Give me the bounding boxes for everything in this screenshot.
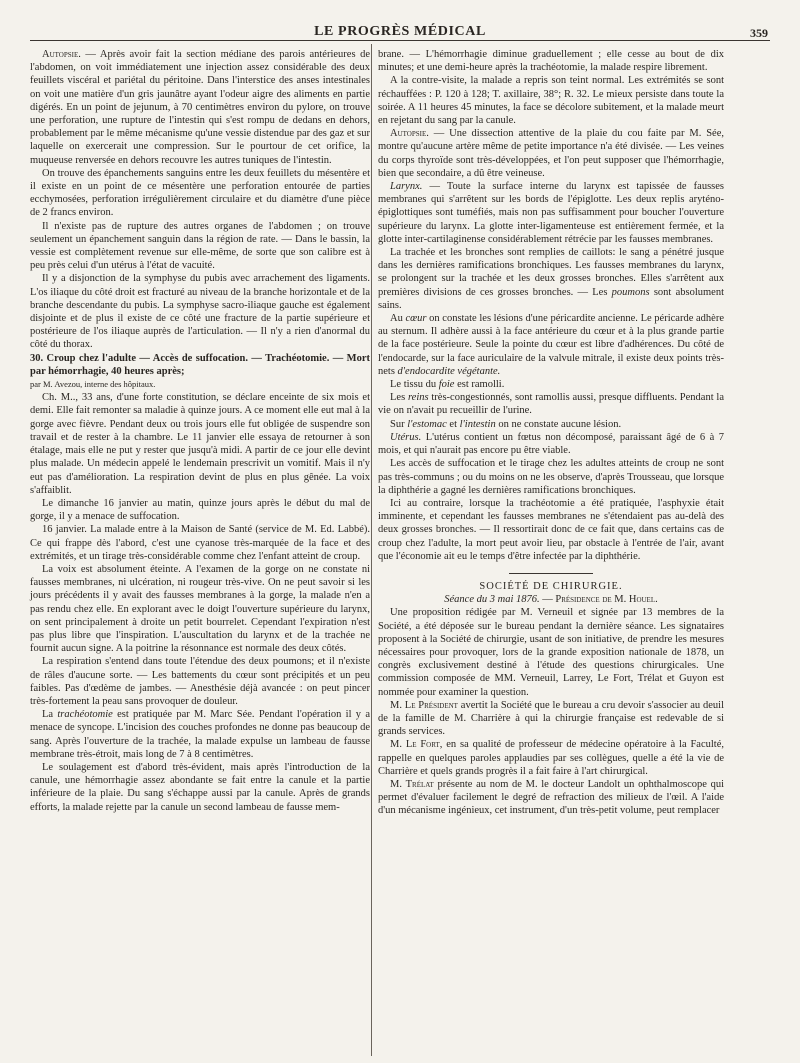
journal-title: LE PROGRÈS MÉDICAL <box>314 24 486 39</box>
paragraph: On trouve des épanchements sanguins entre les deux feuillets du mésentère et il existe en un point de ce mésentère une perforation entourée de parties ecchymosées, perforation irrégulièrement circulaire et du diamètre d'une pièce de 2 francs environ. <box>30 167 370 219</box>
paragraph: Il n'existe pas de rupture des autres organes de l'abdomen ; on trouve seulement un épanchement sanguin dans la région de rate. — Dans le bassin, la vessie est complètement revenue sur elle-même, de sorte que son calibre est à peu près celui d'un utérus à l'état de vacuité. <box>30 220 370 272</box>
case-author: par M. Avezou, interne des hôpitaux. <box>30 379 156 390</box>
emphasis: foie <box>438 379 455 391</box>
paragraph-text: — Toute la surface interne du larynx est tapissée de fausses membranes qui s'arrêtent sur les bords de l'épiglotte. Les deux replis aryténo-épiglottiques sont tuméfiés, mais non pas suffisamment pour boucher l'ouverture supérieure du larynx. La glotte inter-ligamenteuse est entièrement fermée, et la glotte inter-cartilaginense considérablement rétrécie par les fausses membranes. <box>378 181 724 245</box>
speaker-name: Le Président <box>404 699 458 711</box>
paragraph: Une proposition rédigée par M. Verneuil et signée par 13 membres de la Société, a été déposée sur le bureau pendant la dernière séance. Les signataires proposent à la Société de chirurgie, usant de son initiative, de prendre les mesures nécessaires pour provoquer, lors de la grande exposition nationale de 1878, un congrès exclusivement destiné à l'étude des questions chirurgicales. Une commission composée de MM. Verneuil, Larrey, Le Fort, Trélat et Guyon est nommée pour examiner la question. <box>378 607 724 698</box>
section-label: Autopsie. <box>42 49 81 60</box>
text-fragment: , en sa qualité de professeur de médecine opératoire à la Faculté, rappelle en quelques paroles applaudies par ses collègues, quelle a été la vie de Charrière et quels grands progrès il a fait faire à l'art chirurgical. <box>378 739 724 777</box>
section-label: Larynx. <box>390 181 423 193</box>
paragraph: Il y a disjonction de la symphyse du pubis avec arrachement des ligaments. L'os iliaque du côté droit est fracturé au niveau de la branche horizontale et de la branche descendante du pubis. La symphyse sacro-iliaque gauche est également disjointe et de plus il existe de ce côté une fracture de la partie supérieure et postérieure de l'os iliaque auprès de l'articulation. — Il n'y a rien d'anormal du côté du thorax. <box>30 273 370 351</box>
paragraph <box>378 778 724 818</box>
session-date: Séance du 3 mai 1876. <box>444 594 540 606</box>
paragraph <box>378 431 724 457</box>
paragraph <box>378 418 724 431</box>
text-fragment: très-congestionnés, sont ramollis aussi, presque diffluents. Pendant la vie on n'avait pu recueillir de l'urine. <box>378 392 725 417</box>
text-fragment: sont absolument sains. <box>378 286 724 311</box>
emphasis: reins <box>407 392 429 404</box>
text-fragment: La trachée et les bronches sont remplies de caillots: le sang a pénétré jusque dans les dernières ramifications bronchiques. Les fausses membranes du larynx, se prolongent sur la trachée et les deux grosses bronches. Elles s'arrêtent aux premières divisions de ces grosses bronches. — Les <box>378 247 724 298</box>
text-fragment: on constate les lésions d'une péricardite ancienne. Le péricarde adhère au sternum. Il adhère aussi à la face antérieure du cœur et à la plus grande partie de la face postérieure. Seule la pointe du cœur est libre d'adhérences. Du côté de l'endocarde, sur la face auriculaire de la valvule mitrale, il existe deux points très-nets <box>378 313 724 377</box>
paragraph <box>378 180 724 246</box>
paragraph-text: — Une dissection attentive de la plaie du cou faite par M. Sée, montre qu'aucune artère même de petite importance n'a été divisée. — Les veines du corps thyroïde sont très-développées, et l'on peut supposer que l'hémorrhagie, bien que secondaire, a dû être veineuse. <box>378 128 724 179</box>
paragraph-text: — Après avoir fait la section médiane des parois antérieures de l'abdomen, on voit immédiatement une injection assez considérable des deux feuillets viscéral et pariétal du péritoine. Dans l'interstice des anses intestinales on voit une matière d'un gris jaunâtre ayant l'odeur aigre des aliments en partie digérés. En un point de jejunum, à 70 centimètres environ du pylore, on trouve une perforation, une rupture de l'intestin qui s'est rompu de dedans en dehors, probablement par le même mécanisme qu'une vessie distendue par des gaz et sur laquelle on exercerait une compression. Sur le pourtour de cet orifice, la muqueuse renversée en dehors recouvre les autres tuniques de l'intestin. <box>30 49 370 166</box>
paragraph: Ch. M.., 33 ans, d'une forte constitution, se déclare enceinte de six mois et demi. Elle fait remonter sa maladie à quinze jours. A ce moment elle eut mal à la gorge avec fièvre. Pendant deux ou trois jours elle fut obligée de suspendre son travail et de rester à la chambre. Le 11 janvier elle essaya de retourner à son étalage, mais elle ne put y rester que jusqu'à midi. A partir de ce jour elle devint plus malade. Un médecin appelé le lendemain prescrivit un vomitif. Mais il n'y eut pas d'amélioration. La respiration devint de plus en plus gênée. La voix s'affaiblit. <box>30 392 370 496</box>
paragraph <box>378 391 724 417</box>
emphasis: cœur <box>405 313 427 325</box>
section-label: Autopsie. <box>390 128 429 140</box>
text-fragment: on ne constate aucune lésion. <box>495 418 622 430</box>
emphasis: d'endocardite végétante. <box>397 365 501 377</box>
text-fragment: est pratiquée par M. Marc Sée. Pendant l'opération il y a menace de syncope. L'incision des couches profondes ne donne pas beaucoup de sang. Après l'ouverture de la trachée, la malade expulse un lambeau de fausse membrane très-étroit, mais long de 7 à 8 centimètres. <box>30 709 370 760</box>
text-fragment: avertit la Société que le bureau a cru devoir s'associer au deuil de la famille de M. Charrière à qui la chirurgie française est redevable de si grands services. <box>378 699 724 738</box>
running-header <box>30 14 770 41</box>
section-separator <box>509 573 593 574</box>
emphasis: Utérus. <box>390 431 422 443</box>
session-president: — Présidence de M. Houel. <box>539 594 658 606</box>
text-fragment: M. <box>390 699 405 711</box>
speaker-name: Trélat <box>405 778 434 790</box>
paragraph: 16 janvier. La malade entre à la Maison de Santé (service de M. Ed. Labbé). Ce qui frappe dès l'abord, c'est une cyanose très-marquée de la face et des extrémités, et un tirage très-considérable comme chez l'enfant atteint de croup. <box>30 524 370 562</box>
emphasis: l'intestin <box>459 418 496 430</box>
paragraph: A la contre-visite, la malade a repris son teint normal. Les extrémités se sont réchauffées : P. 120 à 128; T. axillaire, 38°; R. 32. Le mieux persiste dans toute la soirée. A 11 heures 45 minutes, la face se décolore subitement, et la malade meurt en rejetant du sang par la canule. <box>378 75 724 127</box>
text-fragment: M. <box>390 778 406 790</box>
text-fragment: L'utérus contient un fœtus non décomposé, paraissant âgé de 6 à 7 mois, et qui n'aurait pas encore pu être viable. <box>378 431 724 457</box>
paragraph: brane. — L'hémorrhagie diminue graduellement ; elle cesse au bout de dix minutes; et une demi-heure après la trachéotomie, la malade respire librement. <box>378 49 724 74</box>
paragraph <box>378 127 724 180</box>
right-column <box>378 48 724 818</box>
emphasis: trachéotomie <box>57 709 113 721</box>
section-heading: SOCIÉTÉ DE CHIRURGIE. <box>479 580 623 592</box>
paragraph: Les accès de suffocation et le tirage chez les adultes atteints de croup ne sont pas très-communs ; ou du moins on ne les observe, d'après Trousseau, que lorsque la diphthérie a gagné les dernières ramifications bronchiques. <box>378 458 724 496</box>
paragraph: Le soulagement est d'abord très-évident, mais après l'introduction de la canule, une hémorrhagie assez abondante se fait entre la canule et la partie inférieure de la plaie. Du sang s'échappe aussi par la canule. Après de grands efforts, la malade rejette par la canule un second lambeau de fausse mem- <box>30 761 370 813</box>
left-column <box>30 48 370 814</box>
emphasis: poumons <box>611 286 650 298</box>
page-number: 359 <box>750 26 768 40</box>
text-fragment: Les <box>390 392 408 404</box>
text-fragment: Au <box>390 313 406 325</box>
text-fragment: présente au nom de M. le docteur Landolt un ophthalmoscope qui permet d'évaluer facilement le degré de refraction des milieux de l'œil. A l'aide d'un mécanisme ingénieux, cet instrument, d'un très-petit volume, peut remplacer <box>378 778 724 817</box>
paragraph <box>378 378 724 391</box>
speaker-name: Le Fort <box>405 739 440 751</box>
text-fragment: et <box>446 418 460 430</box>
emphasis: l'estomac <box>407 418 447 430</box>
text-fragment: est ramolli. <box>454 379 505 391</box>
paragraph <box>378 699 724 739</box>
paragraph: La voix est absolument éteinte. A l'examen de la gorge on ne constate ni fausses membranes, ni ulcération, ni rougeur très-vive. On ne peut savoir si les jours précédents il y avait des fausses membranes à la gorge, la malade n'en a pas rendu chez elle. En explorant avec le doigt l'ouverture supérieure du larynx, on sent principalement à droite un petit bourrelet. Cependant l'expiration n'est pas plus libre que l'inspiration. L'auscultation du larynx et de la trachée ne fournit aucun signe. A la poitrine la résonnance est normale des deux côtés. <box>30 563 370 655</box>
paragraph: Ici au contraire, lorsque la trachéotomie a été pratiquée, l'asphyxie était imminente, et cependant les fausses membranes ne s'étendaient pas au-delà des deux grosses bronches. — Il ressortirait donc de ce fait que, dans certains cas de croup chez l'adulte, la mort peut avoir lieu, par obstacle à l'entrée de l'air, avant que l'économie ait eu le temps d'être infectée par la diphthérie. <box>378 497 724 562</box>
paragraph <box>30 708 370 761</box>
text-fragment: Le tissu du <box>390 379 439 391</box>
paragraph <box>378 246 724 312</box>
case-title: 30. Croup chez l'adulte — Accès de suffocation. — Trachéotomie. — Mort par hémorrhagie, 40 heures après; <box>30 352 370 377</box>
session-info <box>378 593 724 606</box>
text-fragment: M. <box>390 739 406 751</box>
paragraph: La respiration s'entend dans toute l'étendue des deux poumons; et il n'existe de râles d'aucune sorte. — Les battements du cœur sont précipités et un peu faibles. Pas d'œdème de jambes. — Anesthésie déjà avancée : on peut pincer très-fortement la peau sans provoquer de douleur. <box>30 656 370 707</box>
column-divider <box>371 44 372 1056</box>
paragraph <box>378 738 724 778</box>
paragraph <box>378 312 724 378</box>
text-fragment: Sur <box>390 418 408 430</box>
paragraph: Le dimanche 16 janvier au matin, quinze jours après le début du mal de gorge, il y a menace de suffocation. <box>30 497 370 523</box>
paragraph <box>30 48 370 167</box>
text-fragment: La <box>42 709 58 721</box>
